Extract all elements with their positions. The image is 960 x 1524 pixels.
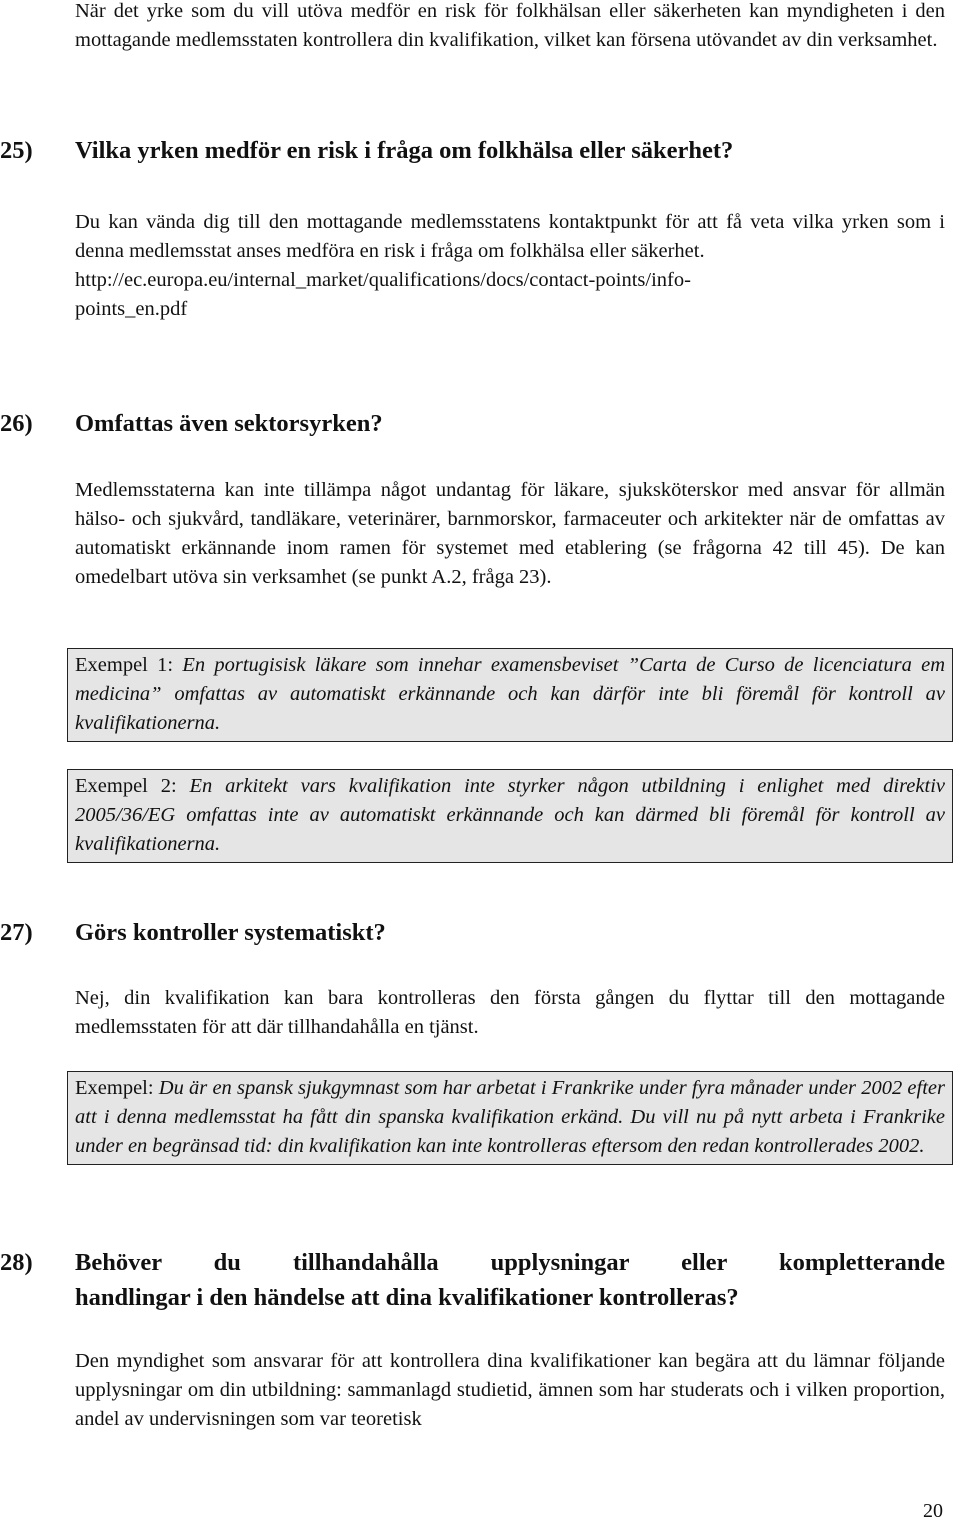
example-label: Exempel 1: <box>75 654 183 676</box>
link-line-1[interactable]: http://ec.europa.eu/internal_market/qualifications/docs/contact-points/info- <box>75 269 691 291</box>
heading-number: 27) <box>0 919 33 946</box>
contact-points-link[interactable] <box>75 266 945 324</box>
heading-number: 28) <box>0 1249 33 1276</box>
q26-body: Medlemsstaterna kan inte tillämpa något undantag för läkare, sjuksköterskor med ansvar för allmän hälso- och sjukvård, tandläkare, veterinärer, barnmorskor, farmaceuter och arkitekter när de omfattas av automatiskt erkännande inom ramen för systemet med etablering (se frågorna 42 till 45). De kan omedelbart utöva sin verksamhet (se punkt A.2, fråga 23). <box>75 479 945 588</box>
heading-number: 26) <box>0 410 33 437</box>
example-text: Du är en spansk sjukgymnast som har arbetat i Frankrike under fyra månader under 2002 efter att i denna medlemsstat ha fått din spanska kvalifikation erkänd. Du vill nu på nytt arbeta i Frankrike under en begränsad tid: din kvalifikation kan inte kontrolleras eftersom den redan kontrollerades 2002. <box>75 1077 945 1157</box>
heading-q26 <box>0 406 945 441</box>
heading-text: Vilka yrken medför en risk i fråga om folkhälsa eller säkerhet? <box>75 137 734 164</box>
heading-line-1: Behöver du tillhandahålla upplysningar eller kompletterande <box>75 1249 945 1276</box>
q25-answer <box>75 208 945 324</box>
heading-text: Görs kontroller systematiskt? <box>75 919 386 946</box>
heading-text <box>75 1245 945 1315</box>
page-number: 20 <box>923 1500 943 1522</box>
heading-q28 <box>0 1245 945 1315</box>
heading-q25 <box>0 133 945 168</box>
example-box-2 <box>67 769 953 863</box>
intro-paragraph: När det yrke som du vill utöva medför en risk för folkhälsan eller säkerheten kan myndigheten i den mottagande medlemsstaten kontrollera din kvalifikation, vilket kan försena utövandet av din verksamhet. <box>75 0 945 51</box>
example-box-1 <box>67 648 953 742</box>
q27-body: Nej, din kvalifikation kan bara kontrolleras den första gången du flyttar till den mottagande medlemsstaten för att där tillhandahålla en tjänst. <box>75 987 945 1038</box>
example-text: En portugisisk läkare som innehar examensbeviset ”Carta de Curso de licenciatura em medicina” omfattas av automatiskt erkännande och kan därför inte bli föremål för kontroll av kvalifikationerna. <box>75 654 945 734</box>
example-box-3 <box>67 1071 953 1165</box>
example-label: Exempel 2: <box>75 775 190 797</box>
q25-body: Du kan vända dig till den mottagande medlemsstatens kontaktpunkt för att få veta vilka yrken som i denna medlemsstat anses medföra en risk i fråga om folkhälsa eller säkerhet. <box>75 211 945 262</box>
example-text: En arkitekt vars kvalifikation inte styrker någon utbildning i enlighet med direktiv 2005/36/EG omfattas inte av automatiskt erkännande och kan därmed bli föremål för kontroll av kvalifikationerna. <box>75 775 945 855</box>
example-label: Exempel: <box>75 1077 159 1099</box>
q28-body: Den myndighet som ansvarar för att kontrollera dina kvalifikationer kan begära att du lämnar följande upplysningar om din utbildning: sammanlagd studietid, ämnen som har studerats och i vilken proportion, andel av undervisningen som var teoretisk <box>75 1350 945 1430</box>
heading-line-2: handlingar i den händelse att dina kvalifikationer kontrolleras? <box>75 1284 739 1311</box>
heading-text: Omfattas även sektorsyrken? <box>75 410 383 437</box>
link-line-2[interactable]: points_en.pdf <box>75 298 188 320</box>
heading-q27 <box>0 915 945 950</box>
heading-number: 25) <box>0 137 33 164</box>
